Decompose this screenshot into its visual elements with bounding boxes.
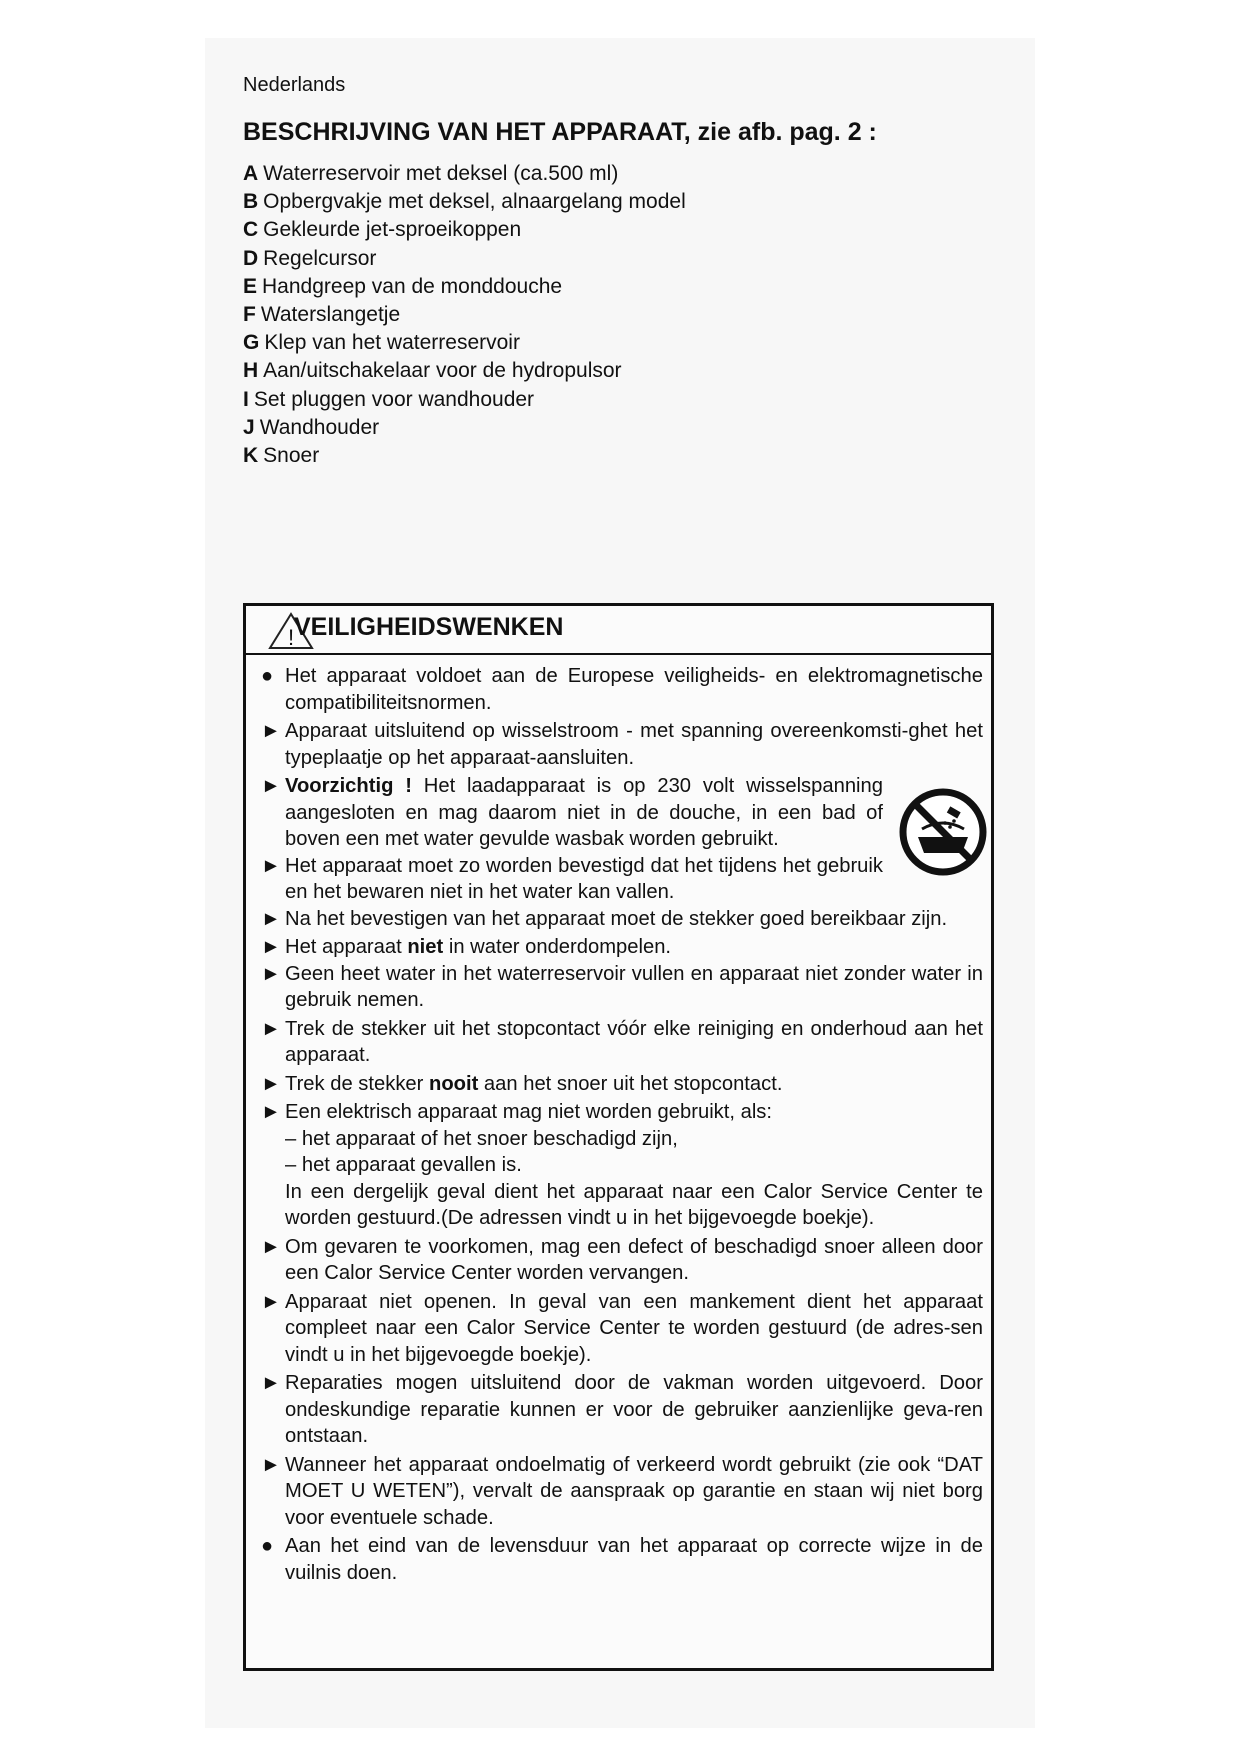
list-item: G Klep van het waterreservoir: [243, 331, 520, 355]
list-item: F Waterslangetje: [243, 302, 401, 326]
list-item: ► Apparaat niet openen. In geval van een mankement dient het apparaat compleet naar een Calor Service Center te worden gestuurd (de adres-sen vindt u in het bijgevoegde boekje).: [261, 1290, 983, 1366]
list-item: ► Een elektrisch apparaat mag niet worden gebruikt, als: – het apparaat of het snoer beschadigd zijn, – het apparaat gevallen is. In een dergelijk geval dient het apparaat naar een Calor Service Center te worden gestuurd.(De adressen vindt u in het bijgevoegde boekje).: [261, 1101, 983, 1229]
list-item: ● Het apparaat voldoet aan de Europese veiligheids- en elektromagnetische compatibiliteitsnormen.: [261, 665, 983, 714]
list-item: ► Geen heet water in het waterreservoir vullen en apparaat niet zonder water in gebruik nemen.: [261, 962, 983, 1011]
safety-title: VEILIGHEIDSWENKEN: [294, 613, 564, 641]
list-item: ► Het apparaat niet in water onderdompelen.: [261, 936, 672, 958]
page-title: BESCHRIJVING VAN HET APPARAAT, zie afb. pag. 2 :: [243, 118, 877, 146]
list-item: ► Reparaties mogen uitsluitend door de vakman worden uitgevoerd. Door ondeskundige reparatie kunnen er voor de gebruiker aanzienlijke geva-ren ontstaan.: [261, 1372, 983, 1447]
list-item: D Regelcursor: [243, 246, 377, 270]
list-item: ● Aan het eind van de levensduur van het apparaat op correcte wijze in de vuilnis doen.: [261, 1535, 983, 1584]
list-item: ► Trek de stekker uit het stopcontact vóór elke reiniging en onderhoud aan het apparaat.: [261, 1017, 983, 1066]
svg-text:!: !: [287, 625, 295, 650]
parts-list: [243, 160, 686, 470]
safety-header: [246, 606, 991, 655]
list-item: C Gekleurde jet-sproeikoppen: [243, 218, 522, 242]
list-item: ► Na het bevestigen van het apparaat moet de stekker goed bereikbaar zijn.: [261, 907, 948, 930]
list-item: ► Wanneer het apparaat ondoelmatig of verkeerd wordt gebruikt (zie ook “DAT MOET U WETEN”), vervalt de aanspraak op garantie en staan wij niet borg voor eventuele schade.: [261, 1453, 983, 1529]
list-item: K Snoer: [243, 443, 320, 467]
list-item: ► Voorzichtig ! Het laadapparaat is op 230 volt wisselspanning aangesloten en mag daarom niet in de douche, in een bad of boven een met water gevulde wasbak worden gebruikt.: [261, 775, 883, 850]
list-item: B Opbergvakje met deksel, alnaargelang model: [243, 190, 686, 214]
list-item: ► Apparaat uitsluitend op wisselstroom - met spanning overeenkomsti-ghet het typeplaatje op het apparaat-aansluiten.: [261, 720, 983, 769]
list-item: ► Het apparaat moet zo worden bevestigd dat het tijdens het gebruik en het bewaren niet in het water kan vallen.: [261, 854, 883, 903]
list-item: ► Om gevaren te voorkomen, mag een defect of beschadigd snoer alleen door een Calor Service Center worden vervangen.: [261, 1235, 983, 1284]
list-item: E Handgreep van de monddouche: [243, 274, 563, 298]
safety-list: [261, 663, 983, 1586]
list-item: I Set pluggen voor wandhouder: [243, 387, 535, 411]
list-item: H Aan/uitschakelaar voor de hydropulsor: [243, 359, 622, 383]
list-item: J Wandhouder: [243, 415, 380, 439]
list-item: ► Trek de stekker nooit aan het snoer uit het stopcontact.: [261, 1072, 783, 1095]
safety-box: [243, 603, 994, 1671]
language-label: Nederlands: [243, 74, 346, 96]
list-item: A Waterreservoir met deksel (ca.500 ml): [243, 162, 619, 185]
